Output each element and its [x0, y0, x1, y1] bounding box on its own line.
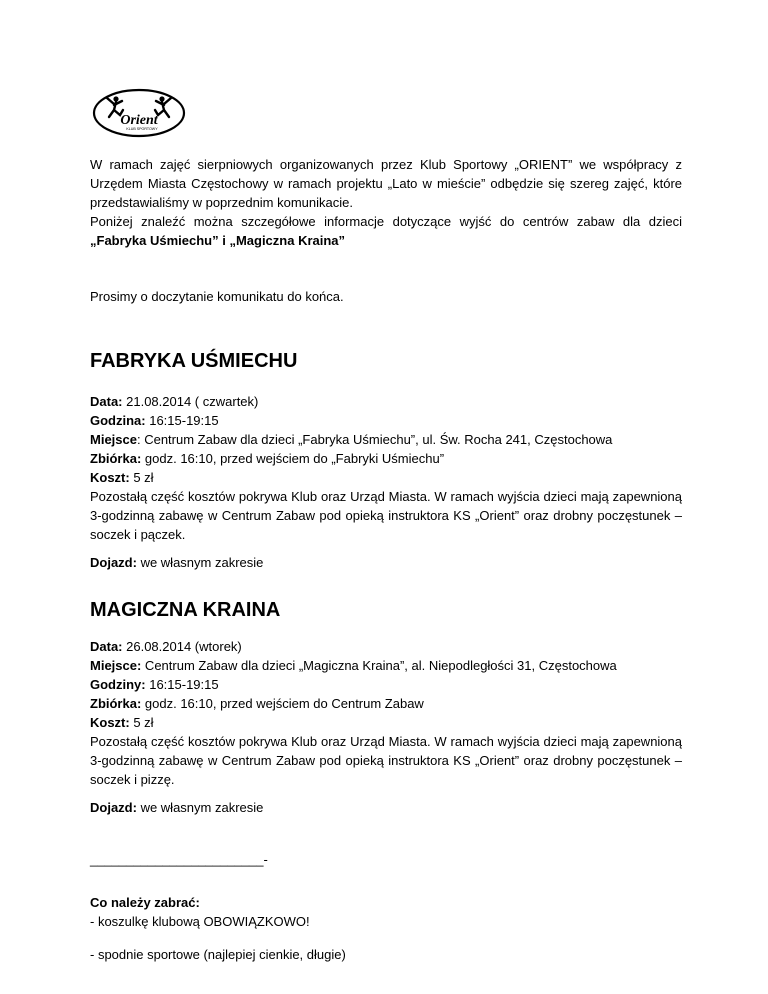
- desc-line: Pozostałą część kosztów pokrywa Klub oraz Urząd Miasta. W ramach wyjścia dzieci mają zapewnioną: [90, 489, 682, 504]
- packing-heading: Co należy zabrać:: [90, 895, 200, 910]
- value: 16:15-19:15: [145, 413, 219, 428]
- label: Koszt:: [90, 470, 130, 485]
- desc-line: soczek i pizzę.: [90, 772, 175, 787]
- packing-item: - spodnie sportowe (najlepiej cienkie, długie): [90, 947, 346, 962]
- intro-line: W ramach zajęć sierpniowych organizowanych przez Klub Sportowy „ORIENT” we współpracy z: [90, 157, 682, 172]
- label: Data:: [90, 639, 123, 654]
- value: godz. 16:10, przed wejściem do Centrum Zabaw: [141, 696, 424, 711]
- section-heading-fabryka: FABRYKA UŚMIECHU: [90, 350, 298, 372]
- label: Zbiórka:: [90, 696, 142, 711]
- value: godz. 16:10, przed wejściem do „Fabryki Uśmiechu”: [141, 451, 445, 466]
- intro-line: Urzędem Miasta Częstochowy w ramach projektu „Lato w mieście” odbędzie się szereg zajęć, które: [90, 176, 682, 191]
- value: 5 zł: [129, 715, 154, 730]
- desc-line: 3-godzinną zabawę w Centrum Zabaw pod opieką instruktora KS „Orient” oraz drobny poczęstunek –: [90, 508, 682, 523]
- value: 21.08.2014 ( czwartek): [122, 394, 259, 409]
- label: Godzina:: [90, 413, 146, 428]
- desc-line: soczek i pączek.: [90, 527, 186, 542]
- packing-item: - koszulkę klubową OBOWIĄZKOWO!: [90, 914, 310, 929]
- label: Godziny:: [90, 677, 146, 692]
- packing-list: [90, 893, 682, 931]
- value: Centrum Zabaw dla dzieci „Magiczna Kraina”, al. Niepodległości 31, Częstochowa: [141, 658, 617, 673]
- label: Dojazd:: [90, 555, 137, 570]
- value: we własnym zakresie: [136, 800, 264, 815]
- label: Miejsce:: [90, 658, 142, 673]
- fabryka-details: [90, 392, 682, 544]
- value: 26.08.2014 (wtorek): [122, 639, 242, 654]
- logo-subtitle: KLUB SPORTOWY: [126, 127, 158, 131]
- intro-bold-centers: „Fabryka Uśmiechu” i „Magiczna Kraina”: [90, 233, 346, 248]
- label: Miejsce: [90, 432, 137, 447]
- fabryka-dojazd: [90, 553, 682, 572]
- kraina-dojazd: [90, 798, 682, 817]
- kraina-details: [90, 637, 682, 789]
- intro-line: Poniżej znaleźć można szczegółowe informacje dotyczące wyjść do centrów zabaw dla dzieci: [90, 214, 682, 229]
- desc-line: 3-godzinną zabawę w Centrum Zabaw pod opieką instruktora KS „Orient” oraz drobny poczęstunek –: [90, 753, 682, 768]
- intro-line: przedstawialiśmy w poprzednim komunikacie.: [90, 195, 353, 210]
- section-heading-kraina: MAGICZNA KRAINA: [90, 599, 281, 621]
- label: Data:: [90, 394, 123, 409]
- value: 16:15-19:15: [145, 677, 219, 692]
- intro-paragraph: [90, 155, 682, 250]
- orient-club-logo: [92, 88, 186, 138]
- desc-line: Pozostałą część kosztów pokrywa Klub oraz Urząd Miasta. W ramach wyjścia dzieci mają zapewnioną: [90, 734, 682, 749]
- separator-line: ________________________-: [90, 852, 268, 867]
- value: we własnym zakresie: [136, 555, 264, 570]
- read-request: Prosimy o doczytanie komunikatu do końca.: [90, 289, 344, 304]
- label: Koszt:: [90, 715, 130, 730]
- value: : Centrum Zabaw dla dzieci „Fabryka Uśmiechu”, ul. Św. Rocha 241, Częstochowa: [136, 432, 613, 447]
- label: Dojazd:: [90, 800, 137, 815]
- logo-text: Orient: [120, 113, 158, 128]
- label: Zbiórka:: [90, 451, 142, 466]
- value: 5 zł: [129, 470, 154, 485]
